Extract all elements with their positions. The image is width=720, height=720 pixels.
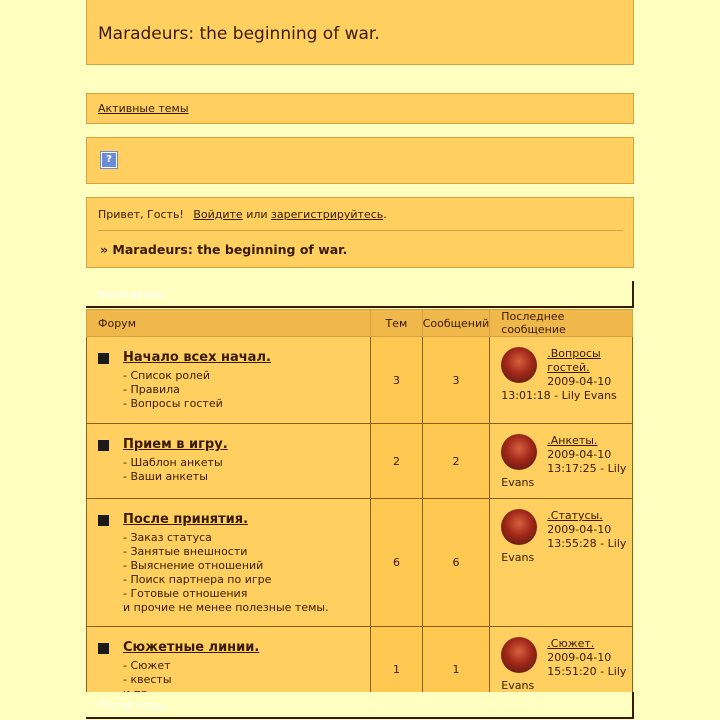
last-post-cell (490, 424, 633, 499)
topics-count: 2 (371, 424, 423, 499)
category-title: После игры (98, 699, 165, 712)
avatar[interactable] (501, 434, 537, 470)
forum-cell (87, 337, 371, 424)
last-post-cell (490, 499, 633, 627)
table-row (87, 337, 633, 424)
posts-count: 6 (422, 499, 490, 627)
links-panel (86, 93, 634, 124)
divider (98, 230, 623, 231)
table-row (87, 424, 633, 499)
last-topic-link[interactable]: .Анкеты. (547, 434, 598, 447)
last-post-info: 2009-04-10 13:01:18 - Lily Evans (501, 375, 617, 402)
last-topic-link[interactable]: .Статусы. (547, 509, 603, 522)
subforum-item[interactable]: - Выяснение отношений (123, 559, 264, 572)
table-row (87, 499, 633, 627)
forum-cell (87, 424, 371, 499)
avatar[interactable] (501, 509, 537, 545)
topics-count: 6 (371, 499, 423, 627)
forum-table (86, 309, 633, 713)
header-posts: Сообщений (422, 310, 490, 337)
subforum-item[interactable]: - Список ролей (123, 369, 211, 382)
login-link[interactable]: Войдите (193, 208, 243, 221)
last-post-cell (490, 337, 633, 424)
subforum-item[interactable]: - Заказ статуса (123, 531, 212, 544)
welcome-line (98, 208, 387, 221)
register-link[interactable]: зарегистрируйтесь (271, 208, 384, 221)
subforum-item[interactable]: - Поиск партнера по игре (123, 573, 272, 586)
welcome-panel (86, 197, 634, 268)
subforum-item[interactable]: - Шаблон анкеты (123, 456, 223, 469)
help-icon[interactable]: ? (101, 152, 117, 168)
active-topics-link[interactable]: Активные темы (98, 102, 189, 115)
category-header (86, 281, 634, 308)
forum-name-link[interactable]: Начало всех начал. (123, 350, 271, 365)
forum-name-link[interactable]: Сюжетные линии. (123, 640, 260, 655)
subforum-item[interactable]: - Готовые отношения (123, 587, 248, 600)
or-text: или (246, 208, 268, 221)
breadcrumb: » Maradeurs: the beginning of war. (100, 242, 348, 257)
topics-count: 1 (371, 627, 423, 713)
header-forum: Форум (87, 310, 371, 337)
header-last: Последнее сообщение (490, 310, 633, 337)
category-title: Вхождение (98, 288, 165, 301)
dot-text: . (383, 208, 387, 221)
avatar[interactable] (501, 347, 537, 383)
page-title: Maradeurs: the beginning of war. (98, 24, 380, 44)
forum-status-icon (98, 643, 109, 654)
help-panel (86, 137, 634, 184)
forum-cell (87, 499, 371, 627)
subforum-note: и прочие не менее полезные темы. (123, 601, 329, 614)
posts-count: 2 (422, 424, 490, 499)
posts-count: 1 (422, 627, 490, 713)
subforum-item[interactable]: - Занятые внешности (123, 545, 248, 558)
subforum-item[interactable]: - квесты (123, 673, 172, 686)
last-post-info: 2009-04-10 13:17:25 - Lily Evans (501, 448, 627, 489)
header-topics: Тем (371, 310, 423, 337)
topics-count: 3 (371, 337, 423, 424)
last-post-info: 2009-04-10 13:55:28 - Lily Evans (501, 523, 627, 564)
last-topic-link[interactable]: .Вопросы гостей. (547, 347, 601, 374)
forum-status-icon (98, 440, 109, 451)
title-panel (86, 0, 634, 65)
greeting-text: Привет, Гость! (98, 208, 184, 221)
last-post-info: 2009-04-10 15:51:20 - Lily Evans (501, 651, 627, 692)
forum-name-link[interactable]: Прием в игру. (123, 437, 228, 452)
last-topic-link[interactable]: .Сюжет. (547, 637, 595, 650)
subforum-item[interactable]: - Ваши анкеты (123, 470, 208, 483)
subforum-item[interactable]: - Вопросы гостей (123, 397, 223, 410)
table-header-row (87, 310, 633, 337)
forum-name-link[interactable]: После принятия. (123, 512, 249, 527)
subforum-item[interactable]: - Сюжет (123, 659, 171, 672)
category-header (86, 692, 634, 719)
forum-status-icon (98, 353, 109, 364)
posts-count: 3 (422, 337, 490, 424)
subforum-item[interactable]: - Правила (123, 383, 180, 396)
forum-status-icon (98, 515, 109, 526)
avatar[interactable] (501, 637, 537, 673)
